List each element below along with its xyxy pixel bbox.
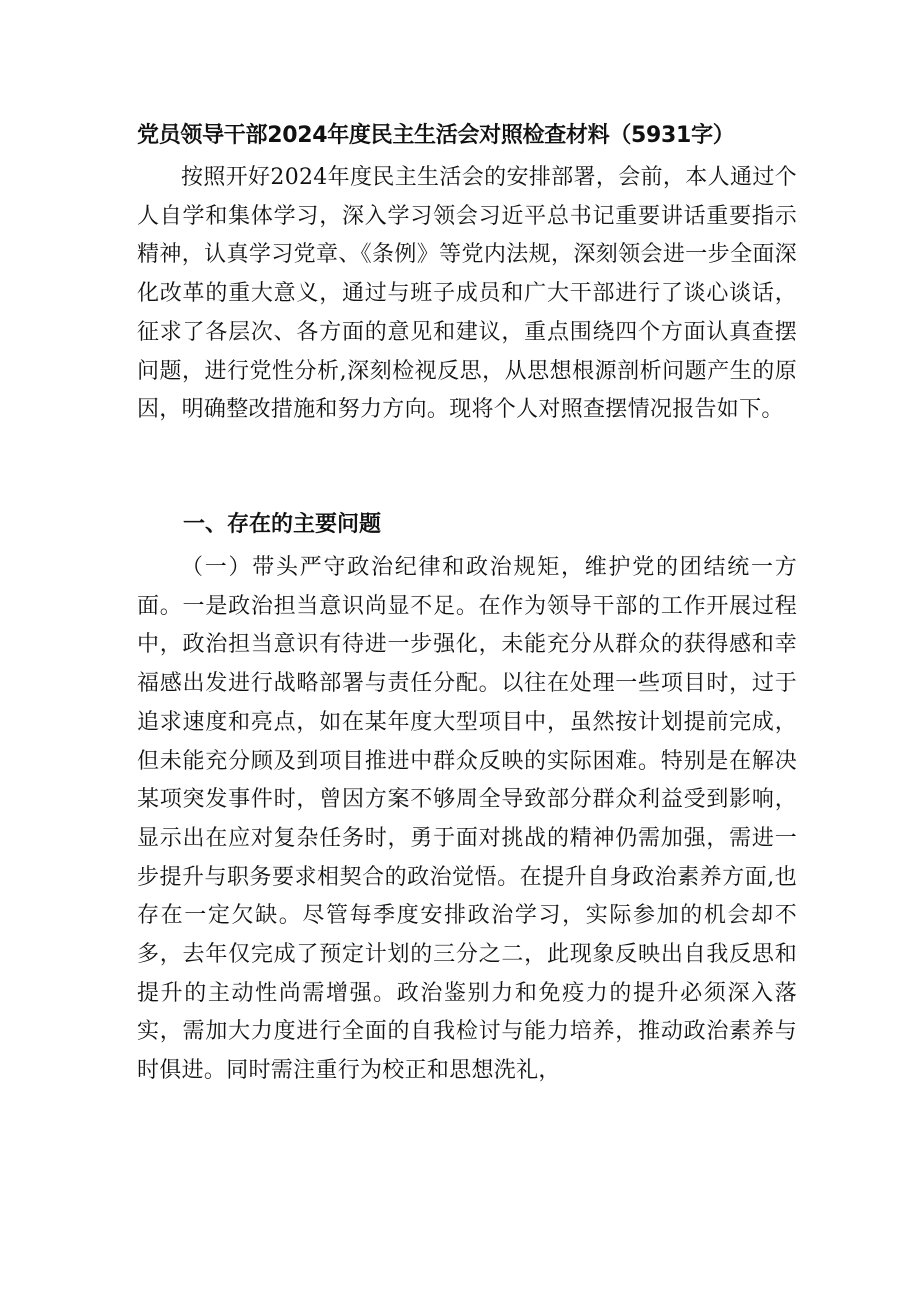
intro-paragraph: 按照开好2024年度民主生活会的安排部署，会前，本人通过个人自学和集体学习，深入学习领会习近平总书记重要讲话重要指示精神，认真学习党章、《条例》等党内法规，深刻领会进一步全面深化改革的重大意义，通过与班子成员和广大干部进行了谈心谈话，征求了各层次、各方面的意见和建议，重点围绕四个方面认真查摆问题，进行党性分析,深刻检视反思，从思想根源剖析问题产生的原因，明确整改措施和努力方向。现将个人对照查摆情况报告如下。	[137, 165, 797, 423]
section-heading-main-problems: 一、存在的主要问题	[183, 512, 382, 537]
document-title: 党员领导干部2024年度民主生活会对照检查材料（5931字）	[137, 123, 735, 148]
section-1-paragraph: （一）带头严守政治纪律和政治规矩，维护党的团结统一方面。一是政治担当意识尚显不足。在作为领导干部的工作开展过程中，政治担当意识有待进一步强化，未能充分从群众的获得感和幸福感出发进行战略部署与责任分配。以往在处理一些项目时，过于追求速度和亮点，如在某年度大型项目中，虽然按计划提前完成，但未能充分顾及到项目推进中群众反映的实际困难。特别是在解决某项突发事件时，曾因方案不够周全导致部分群众利益受到影响，显示出在应对复杂任务时，勇于面对挑战的精神仍需加强，需进一步提升与职务要求相契合的政治觉悟。在提升自身政治素养方面,也存在一定欠缺。尽管每季度安排政治学习，实际参加的机会却不多，去年仅完成了预定计划的三分之二，此现象反映出自我反思和提升的主动性尚需增强。政治鉴别力和免疫力的提升必须深入落实，需加大力度进行全面的自我检讨与能力培养，推动政治素养与时俱进。同时需注重行为校正和思想洗礼，	[137, 555, 797, 1084]
